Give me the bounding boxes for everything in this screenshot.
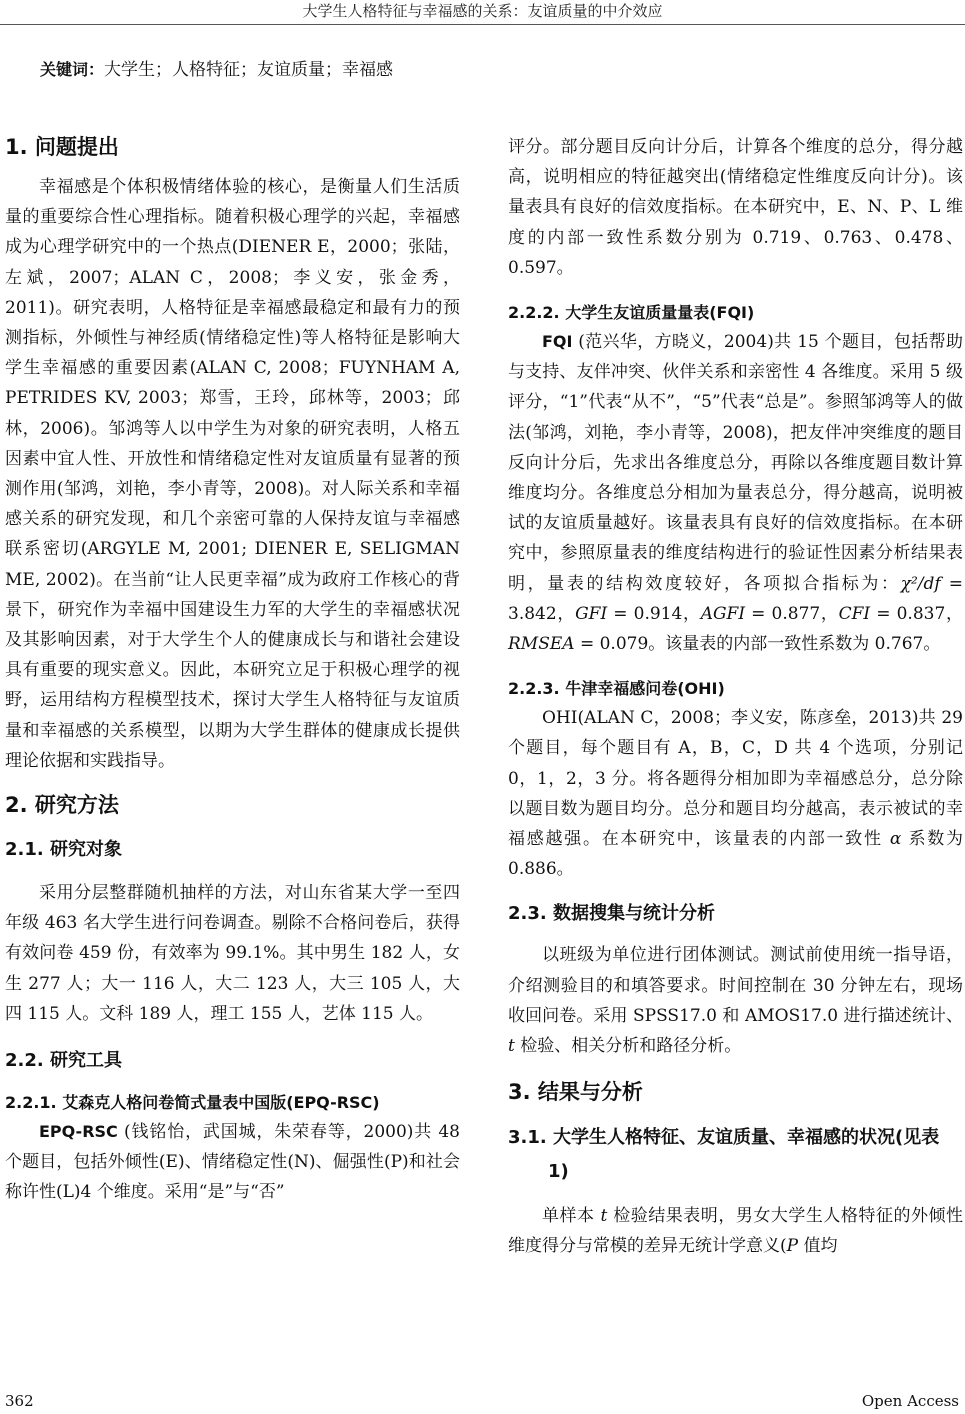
fit-value-4: = 0.837， bbox=[870, 603, 963, 624]
paragraph-fqi bbox=[508, 327, 963, 659]
paragraph-epq bbox=[5, 1117, 460, 1208]
paragraph-data-collection bbox=[508, 940, 963, 1061]
paragraph-results bbox=[508, 1201, 963, 1261]
paragraph-epq-continued: 评分。部分题目反向计分后，计算各个维度的总分，得分越高，说明相应的特征越突出(情绪稳定性维度反向计分)。该量表具有良好的信效度指标。在本研究中，E、N、P、L 维度的内部一致性系数分别为 0.719、0.763、0.478、0.597。 bbox=[508, 137, 963, 278]
epq-lead: EPQ-RSC bbox=[39, 1122, 118, 1142]
fit-gfi: GFI bbox=[575, 603, 608, 624]
fit-agfi: AGFI bbox=[700, 603, 746, 624]
running-title: 大学生人格特征与幸福感的关系：友谊质量的中介效应 bbox=[0, 0, 965, 25]
right-column bbox=[508, 132, 963, 1262]
publisher-label: Open Access bbox=[861, 1392, 959, 1410]
fit-rmsea: RMSEA bbox=[508, 634, 575, 655]
epq-text: (钱铭怡，武国城，朱荣春等，2000)共 48 个题目，包括外倾性(E)、情绪稳定性(N)、倔强性(P)和社会称许性(L)4 个维度。采用“是”与“否” bbox=[5, 1122, 460, 1203]
fqi-text: (范兴华，方晓义，2004)共 15 个题目，包括帮助与支持、友伴冲突、伙伴关系和亲密性 4 各维度。采用 5 级评分，“1”代表“从不”，“5”代表“总是”。参照邹鸿等人的做法(邹鸿，刘艳，李小青等，2008)，把友伴冲突维度的题目反向计分后，先求出各维度总分，再除以各维度题目数计算维度均分。各维度总分相加为量表总分，得分越高，说明被试的友谊质量越好。该量表具有良好的信效度指标。在本研究中，参照原量表的维度结构进行的验证性因素分析结果表明，量表的结构效度较好，各项拟合指标为： bbox=[508, 332, 964, 594]
t-symbol: t bbox=[508, 1036, 515, 1057]
paragraph-subjects: 采用分层整群随机抽样的方法，对山东省某大学一至四年级 463 名大学生进行问卷调查。剔除不合格问卷后，获得有效问卷 459 份，有效率为 99.1%。其中男生 182 人，女生 277 人；大一 116 人，大二 123 人，大三 105 人，大四 115 人。文科 189 人，理工 155 人，艺体 115 人。 bbox=[5, 883, 460, 1024]
fit-value-1: = 3.842， bbox=[508, 573, 964, 624]
fit-cfi: CFI bbox=[838, 603, 871, 624]
subsection-heading-2-1: 2.1. 研究对象 bbox=[5, 839, 122, 861]
section-heading-1: 1. 问题提出 bbox=[5, 135, 119, 159]
subsection-heading-2-3: 2.3. 数据搜集与统计分析 bbox=[508, 903, 715, 925]
data-collection-text: 以班级为单位进行团体测试。测试前使用统一指导语，介绍测验目的和填答要求。时间控制在 30 分钟左右，现场收回问卷。采用 SPSS17.0 和 AMOS17.0 进行描述统计、 bbox=[508, 945, 963, 1026]
paragraph-intro: 幸福感是个体积极情绪体验的核心，是衡量人们生活质量的重要综合性心理指标。随着积极心理学的兴起，幸福感成为心理学研究中的一个热点(DIENER E，2000；张陆，左斌，2007；ALAN C，2008；李义安，张金秀，2011)。研究表明，人格特征是幸福感最稳定和最有力的预测指标，外倾性与神经质(情绪稳定性)等人格特征是影响大学生幸福感的重要因素(ALAN C, 2008；FUYNHAM A, PETRIDES KV, 2003；郑雪，王玲，邱林等，2003；邱林，2006)。邹鸿等人以中学生为对象的研究表明，人格五因素中宜人性、开放性和情绪稳定性对友谊质量有显著的预测作用(邹鸿，刘艳，李小青等，2008)。对人际关系和幸福感关系的研究发现，和几个亲密可靠的人保持友谊与幸福感联系密切(ARGYLE M, 2001; DIENER E, SELIGMAN ME, 2002)。在当前“让人民更幸福”成为政府工作核心的背景下，研究作为幸福中国建设生力军的大学生的幸福感状况及其影响因素，对于大学生个人的健康成长与和谐社会建设具有重要的现实意义。因此，本研究立足于积极心理学的视野，运用结构方程模型技术，探讨大学生人格特征与友谊质量和幸福感的关系模型，以期为大学生群体的健康成长提供理论依据和实践指导。 bbox=[5, 177, 460, 771]
fit-value-3: = 0.877， bbox=[745, 603, 839, 624]
keywords-text: 大学生；人格特征；友谊质量；幸福感 bbox=[104, 60, 394, 80]
results-text-1: 单样本 bbox=[542, 1206, 601, 1227]
ohi-text: OHI(ALAN C，2008；李义安，陈彦垒，2013)共 29 个题目，每个题目有 A，B，C，D 共 4 个选项，分别记 0，1，2，3 分。将各题得分相加即为幸福感总分，总分除以题目数为题目均分。总分和题目均分越高，表示被试的幸福感越强。在本研究中，该量表的内部一致性 bbox=[508, 708, 963, 850]
subsection-heading-3-1: 3.1. 大学生人格特征、友谊质量、幸福感的状况(见表 1) bbox=[508, 1127, 940, 1183]
ohi-text-end: 系数为 0.886。 bbox=[508, 829, 964, 880]
left-column bbox=[5, 128, 460, 1208]
section-heading-3: 3. 结果与分析 bbox=[508, 1080, 643, 1105]
keywords bbox=[40, 56, 393, 84]
subsection-heading-2-2-1: 2.2.1. 艾森克人格问卷简式量表中国版(EPQ-RSC) bbox=[5, 1093, 380, 1113]
page-number: 362 bbox=[5, 1392, 34, 1410]
paragraph-ohi bbox=[508, 703, 963, 884]
section-heading-2: 2. 研究方法 bbox=[5, 793, 119, 818]
subsection-heading-2-2-2: 2.2.2. 大学生友谊质量量表(FQI) bbox=[508, 303, 755, 323]
keywords-label: 关键词： bbox=[40, 60, 105, 79]
fqi-lead: FQI bbox=[542, 332, 573, 352]
t-symbol-2: t bbox=[600, 1206, 608, 1227]
fit-chi-square: χ²/df bbox=[900, 573, 941, 594]
results-text-3: 值均 bbox=[798, 1236, 838, 1257]
subsection-heading-2-2-3: 2.2.3. 牛津幸福感问卷(OHI) bbox=[508, 679, 725, 699]
fit-value-5: = 0.079。该量表的内部一致性系数为 0.767。 bbox=[574, 634, 941, 655]
subsection-heading-2-2: 2.2. 研究工具 bbox=[5, 1050, 122, 1072]
results-text-2: 检验结果表明，男女大学生人格特征的外倾性维度得分与常模的差异无统计学意义( bbox=[508, 1206, 964, 1257]
fit-value-2: = 0.914， bbox=[607, 603, 701, 624]
alpha-symbol: α bbox=[889, 829, 902, 850]
page-footer bbox=[0, 1388, 965, 1414]
p-symbol: P bbox=[786, 1236, 799, 1257]
data-collection-text-end: 检验、相关分析和路径分析。 bbox=[514, 1036, 742, 1057]
